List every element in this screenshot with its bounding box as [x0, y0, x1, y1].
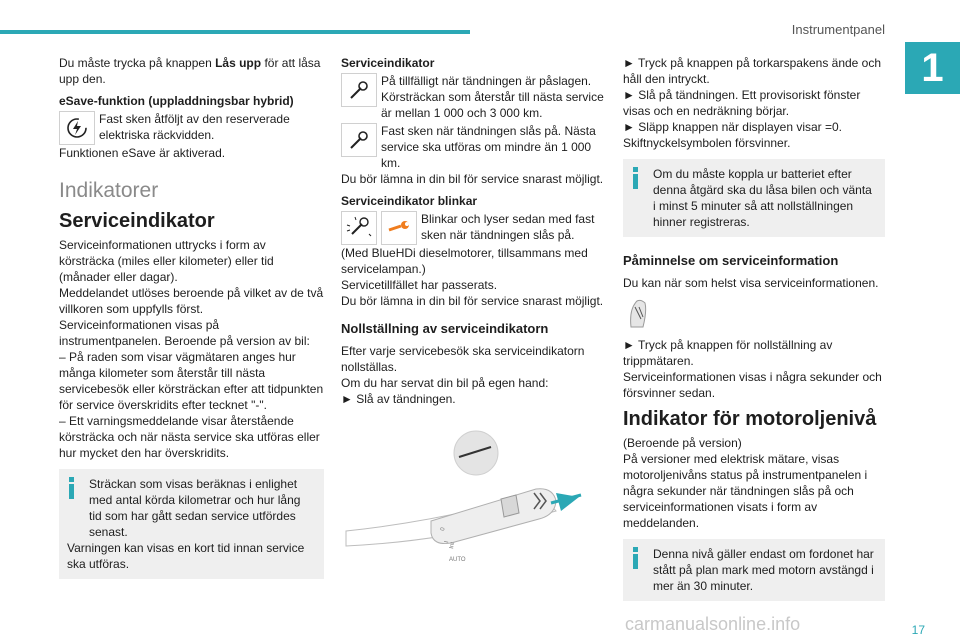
- trip-reset-button-icon: [623, 297, 663, 331]
- watermark: carmanualsonline.info: [625, 614, 801, 634]
- steering-wheel-icon: [454, 431, 498, 475]
- unlock-text-c: för att låsa upp den.: [59, 56, 321, 86]
- service-paragraph-3: Serviceinformationen visas på instrumentpanelen. Beroende på version av bil:: [59, 318, 310, 348]
- blink-heading: Serviceindikator blinkar: [341, 194, 478, 208]
- blink-text: Blinkar och lyser sedan med fast sken när tändningen slås på.: [421, 212, 595, 242]
- step-4: ► Släpp knappen när displayen visar =0.: [623, 120, 843, 134]
- info-3-text: Denna nivå gäller endast om fordonet har stått på plan mark med motorn avstängd i mer än 30 minuter.: [653, 547, 874, 593]
- header-accent-bar: [0, 30, 470, 34]
- serv-row-2: [341, 123, 606, 171]
- reminder-note: Serviceinformationen visas i några sekunder och försvinner sedan.: [623, 370, 882, 400]
- esave-note: Funktionen eSave är aktiverad.: [59, 146, 226, 160]
- blink-p3: Du bör lämna in din bil för service snarast möjligt.: [341, 294, 604, 308]
- oil-p2: På versioner med elektrisk mätare, visas motoroljenivåns status på instrumentpanelen i några sekunder när tändningen slås på och serviceinformationen visats i form av meddelanden.: [623, 452, 868, 530]
- wrench-blink-icon: [341, 211, 377, 245]
- service-dash-1: – På raden som visar vägmätaren anges hur många kilometer som återstår till nästa servicebesök eller körsträckan efter att tidpunkten för service överskridits efter tecknet "-".: [59, 350, 324, 412]
- oil-p1: (Beroende på version): [623, 436, 742, 450]
- esave-row: [59, 111, 324, 145]
- step-3: ► Slå på tändningen. Ett provisoriskt fönster visas och en nedräkning börjar.: [623, 88, 861, 118]
- reset-step-1: ► Slå av tändningen.: [341, 392, 456, 406]
- header-title: Instrumentpanel: [791, 22, 885, 37]
- service-paragraph-1: Serviceinformationen uttrycks i form av körsträcka (miles eller kilometer) eller tid (månader eller dagar).: [59, 238, 274, 284]
- info-1-line-2: Varningen kan visas en kort tid innan service ska utföras.: [67, 541, 305, 571]
- indicators-title: Indikatorer: [59, 179, 159, 202]
- wrench-icon: [341, 73, 377, 107]
- info-icon: [67, 477, 76, 499]
- info-1-line-1: Sträckan som visas beräknas i enlighet med antal körda kilometrar och hur lång tid som har gått sedan service utfördes senast.: [89, 477, 301, 539]
- info-icon: [631, 167, 640, 189]
- column-3: [623, 55, 885, 609]
- info-2-text: Om du måste koppla ur batteriet efter denna åtgärd ska du låsa bilen och vänta i minst 5 minuter så att nollställningen hinner registreras.: [653, 167, 872, 229]
- reset-p2: Om du har servat din bil på egen hand:: [341, 376, 549, 390]
- serv-2-text: Fast sken när tändningen slås på. Nästa service ska utföras om mindre än 1 000 km.: [381, 124, 596, 170]
- reset-title: Nollställning av serviceindikatorn: [341, 321, 549, 336]
- service-dash-2: – Ett varningsmeddelande visar återstående körsträcka och när nästa service ska utföras eller hur mycket den har överskridits.: [59, 414, 320, 460]
- esave-heading: eSave-funktion (uppladdningsbar hybrid): [59, 94, 294, 108]
- stalk-label: 0: [440, 527, 447, 532]
- reset-p1: Efter varje servicebesök ska serviceindikatorn nollställas.: [341, 344, 585, 374]
- reminder-title: Påminnelse om serviceinformation: [623, 253, 839, 268]
- page-number: 17: [911, 623, 925, 637]
- serv-2-note: Du bör lämna in din bil för service snarast möjligt.: [341, 172, 604, 186]
- blink-p1: (Med BlueHDi dieselmotorer, tillsammans med servicelampan.): [341, 246, 588, 276]
- reminder-step: ► Tryck på knappen för nollställning av trippmätaren.: [623, 338, 833, 368]
- serv-heading: Serviceindikator: [341, 56, 435, 70]
- blink-p2: Servicetillfället har passerats.: [341, 278, 498, 292]
- info-icon: [631, 547, 640, 569]
- service-title: Serviceindikator: [59, 210, 215, 232]
- blink-row: [341, 211, 606, 245]
- wiper-stalk-illustration: [341, 421, 606, 571]
- oil-title: Indikator för motoroljenivå: [623, 408, 877, 430]
- stalk-label: Int: [449, 541, 457, 550]
- unlock-button-name: Lås upp: [215, 56, 262, 70]
- reminder-paragraph: Du kan när som helst visa serviceinformationen.: [623, 276, 879, 290]
- step-4-note: Skiftnyckelsymbolen försvinner.: [623, 136, 791, 150]
- wrench-orange-icon: [381, 211, 417, 245]
- esave-text: Fast sken åtföljt av den reserverade elektriska räckvidden.: [99, 112, 290, 142]
- wrench-icon-2: [341, 123, 377, 157]
- column-2: [341, 55, 606, 575]
- info-box-1: [59, 469, 324, 579]
- step-2: ► Tryck på knappen på torkarspakens ände och håll den intryckt.: [623, 56, 882, 86]
- stalk-label: AUTO: [449, 557, 466, 563]
- info-box-3: [623, 539, 885, 601]
- serv-1-text: På tillfälligt när tändningen är påslagen. Körsträckan som återstår till nästa service är mellan 1 000 och 3 000 km.: [381, 74, 604, 120]
- column-1: [59, 55, 324, 587]
- unlock-text-a: Du måste trycka på knappen: [59, 56, 216, 70]
- esave-icon: [59, 111, 95, 145]
- service-paragraph-2: Meddelandet utlöses beroende på vilket av de två villkoren som uppfylls först.: [59, 286, 324, 316]
- info-box-2: [623, 159, 885, 237]
- unlock-paragraph: [59, 55, 324, 87]
- chapter-tab: 1: [905, 42, 960, 94]
- stalk-label: I: [444, 540, 451, 544]
- serv-row-1: [341, 73, 606, 121]
